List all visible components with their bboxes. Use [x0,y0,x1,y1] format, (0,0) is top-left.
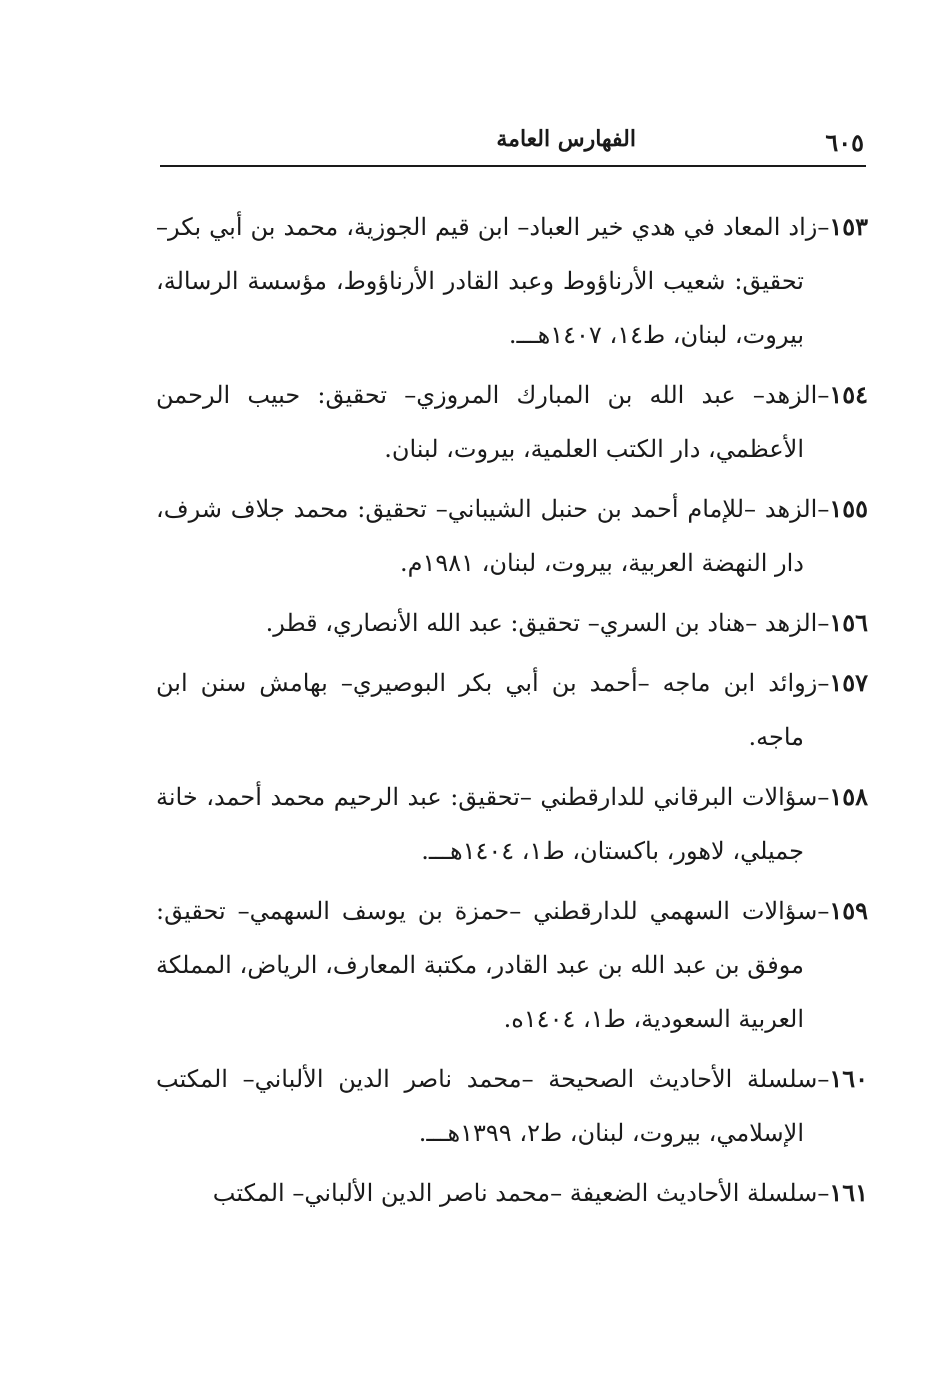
entry-number: ١٥٣ [829,212,868,241]
entry-text: –زاد المعاد في هدي خير العباد– ابن قيم الجوزية، محمد بن أبي بكر– تحقيق: شعيب الأرناؤوط وعبد القادر الأرناؤوط، مؤسسة الرسالة، بيروت، لبنان، ط١٤، ١٤٠٧هـــ. [156,213,830,349]
bibliography-entry [156,884,868,1046]
entry-text: –الزهد –هناد بن السري– تحقيق: عبد الله الأنصاري، قطر. [265,609,830,637]
entry-text: –سؤالات البرقاني للدارقطني –تحقيق: عبد الرحيم محمد أحمد، خانة جميلي، لاهور، باكستان، ط١، ١٤٠٤هـــ. [156,783,830,865]
bibliography-entry [156,1052,868,1160]
entry-text: –سؤالات السهمي للدارقطني –حمزة بن يوسف السهمي– تحقيق: موفق بن عبد الله بن عبد القادر، مكتبة المعارف، الرياض، المملكة العربية السعودية، ط١، ١٤٠٤ه. [156,897,830,1033]
entry-number: ١٦٠ [829,1064,868,1093]
running-title: الفهارس العامة [496,126,636,152]
bibliography-entry [156,656,868,764]
entry-number: ١٦١ [829,1178,868,1207]
entry-number: ١٥٨ [829,782,868,811]
entry-number: ١٥٩ [829,896,868,925]
bibliography-entry [156,200,868,362]
page-header [160,118,866,164]
page-number: ٦٠٥ [825,128,864,157]
entry-number: ١٥٥ [829,494,869,523]
header-divider [160,165,866,167]
entry-text: –سلسلة الأحاديث الصحيحة –محمد ناصر الدين الألباني– المكتب الإسلامي، بيروت، لبنان، ط٢، ١٣٩٩هـــ. [156,1065,830,1147]
entry-text: –الزهد –للإمام أحمد بن حنبل الشيباني– تحقيق: محمد جلاف شرف، دار النهضة العربية، بيروت، لبنان، ١٩٨١م. [156,495,830,577]
bibliography-entry [156,1166,868,1220]
entry-number: ١٥٧ [829,668,868,697]
entry-text: –سلسلة الأحاديث الضعيفة –محمد ناصر الدين الألباني– المكتب [212,1179,830,1207]
entry-number: ١٥٤ [829,380,868,409]
bibliography-entry [156,596,868,650]
bibliography-entry [156,482,868,590]
bibliography-list [156,200,868,1226]
entry-text: –زوائد ابن ماجه –أحمد بن أبي بكر البوصيري– بهامش سنن ابن ماجه. [156,669,830,751]
entry-number: ١٥٦ [829,608,868,637]
entry-text: –الزهد– عبد الله بن المبارك المروزي– تحقيق: حبيب الرحمن الأعظمي، دار الكتب العلمية، بيروت، لبنان. [156,381,830,463]
bibliography-entry [156,770,868,878]
bibliography-entry [156,368,868,476]
